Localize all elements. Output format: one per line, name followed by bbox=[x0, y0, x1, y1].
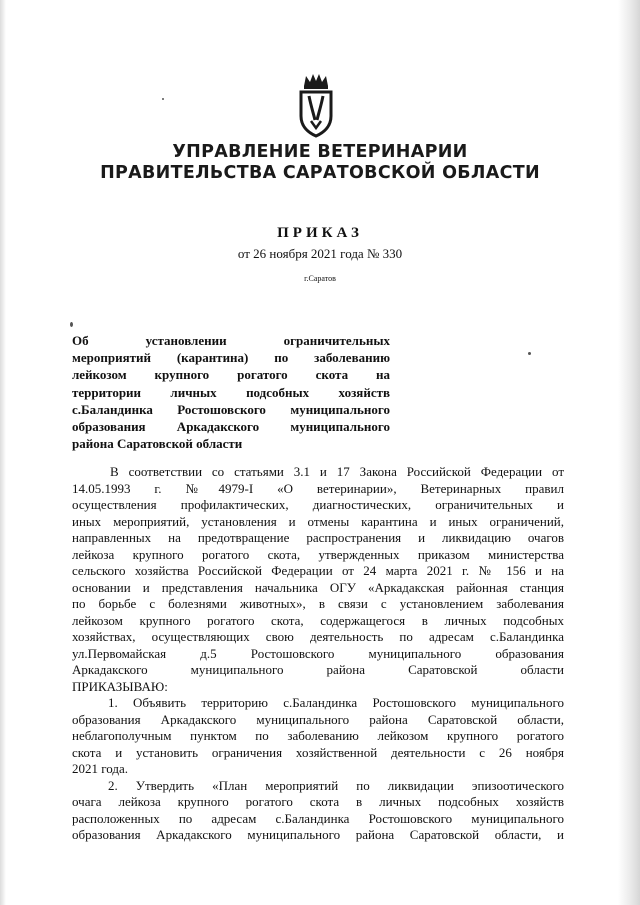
agency-name-line-1: УПРАВЛЕНИЕ ВЕТЕРИНАРИИ bbox=[172, 142, 468, 162]
body-line: 2021 года. bbox=[72, 761, 129, 776]
agency-name-line-2: ПРАВИТЕЛЬСТВА САРАТОВСКОЙ ОБЛАСТИ bbox=[100, 163, 540, 183]
body-line: хозяйствах, осуществляющих свою деятельность по адресам с.Баландинка bbox=[72, 629, 564, 644]
body-line: 14.05.1993 г. №4979-I «О ветеринарии», Ветеринарных правил bbox=[72, 480, 564, 496]
scan-left-edge bbox=[0, 0, 6, 905]
scan-speck bbox=[162, 98, 164, 100]
saratov-coat-of-arms-icon bbox=[296, 72, 336, 138]
body-line: неблагополучным пунктом по заболеванию лейкозом крупного рогатого bbox=[72, 728, 564, 743]
body-line: образования Аркадакского муниципального района Саратовской области, и bbox=[72, 827, 564, 842]
body-line: сельского хозяйства Российской Федерации от 24 марта 2021 г. № 156 и на bbox=[72, 563, 564, 578]
order-directive: ПРИКАЗЫВАЮ: bbox=[72, 678, 168, 694]
subject-line: образования Аркадакского муниципального bbox=[72, 419, 390, 435]
body-line: лейкозом крупного рогатого скота, содержащегося в личных подсобных bbox=[72, 612, 564, 628]
body-line: осуществления профилактических, диагностических, ограничительных и bbox=[72, 497, 564, 512]
order-city: г.Саратов bbox=[304, 274, 336, 283]
body-line: скота и установить ограничения хозяйственной деятельности с 26 ноября bbox=[72, 744, 564, 760]
body-line: образования Аркадакского муниципального района Саратовской области, bbox=[72, 711, 564, 727]
scan-speck bbox=[70, 322, 73, 327]
subject-line: мероприятий (карантина) по заболеванию bbox=[72, 350, 390, 366]
scan-speck bbox=[528, 352, 531, 355]
subject-line: с.Баландинка Ростошовского муниципального bbox=[72, 401, 390, 417]
body-line: расположенных по адресам с.Баландинка Ростошовского муниципального bbox=[72, 810, 564, 826]
subject-line: лейкозом крупного рогатого скота на bbox=[72, 367, 390, 383]
document-title: ПРИКАЗ bbox=[277, 225, 363, 241]
subject-line: района Саратовской области bbox=[72, 436, 243, 452]
body-line: Аркадакского муниципального района Саратовской области bbox=[72, 662, 564, 677]
body-line: направленных на предотвращение распространения и ликвидацию очагов bbox=[72, 530, 564, 545]
body-line: основании и представления начальника ОГУ «Аркадакская районная станция bbox=[72, 579, 564, 595]
order-body bbox=[72, 464, 564, 844]
body-line: очага лейкоза крупного рогатого скота в личных подсобных хозяйств bbox=[72, 794, 564, 809]
body-line: лейкоза крупного рогатого скота, утвержденных приказом министерства bbox=[72, 546, 564, 562]
subject-line: Об установлении ограничительных bbox=[72, 333, 390, 348]
body-line: по борьбе с болезнями животных», в связи с установлением заболевания bbox=[72, 596, 564, 611]
order-date-number: от 26 ноября 2021 года № 330 bbox=[237, 246, 403, 261]
body-line: иных мероприятий, установления и отмены карантина и иных ограничений, bbox=[72, 513, 564, 529]
body-line: 2. Утвердить «План мероприятий по ликвидации эпизоотического bbox=[108, 777, 564, 793]
body-line: 1. Объявить территорию с.Баландинка Ростошовского муниципального bbox=[108, 695, 564, 710]
body-line: В соответствии со статьями 3.1 и 17 Закона Российской Федерации от bbox=[110, 464, 564, 479]
body-line: ул.Первомайская д.5 Ростошовского муниципального образования bbox=[72, 645, 564, 661]
order-subject bbox=[72, 332, 390, 452]
subject-line: территории личных подсобных хозяйств bbox=[72, 384, 390, 400]
scan-right-edge bbox=[618, 0, 640, 905]
